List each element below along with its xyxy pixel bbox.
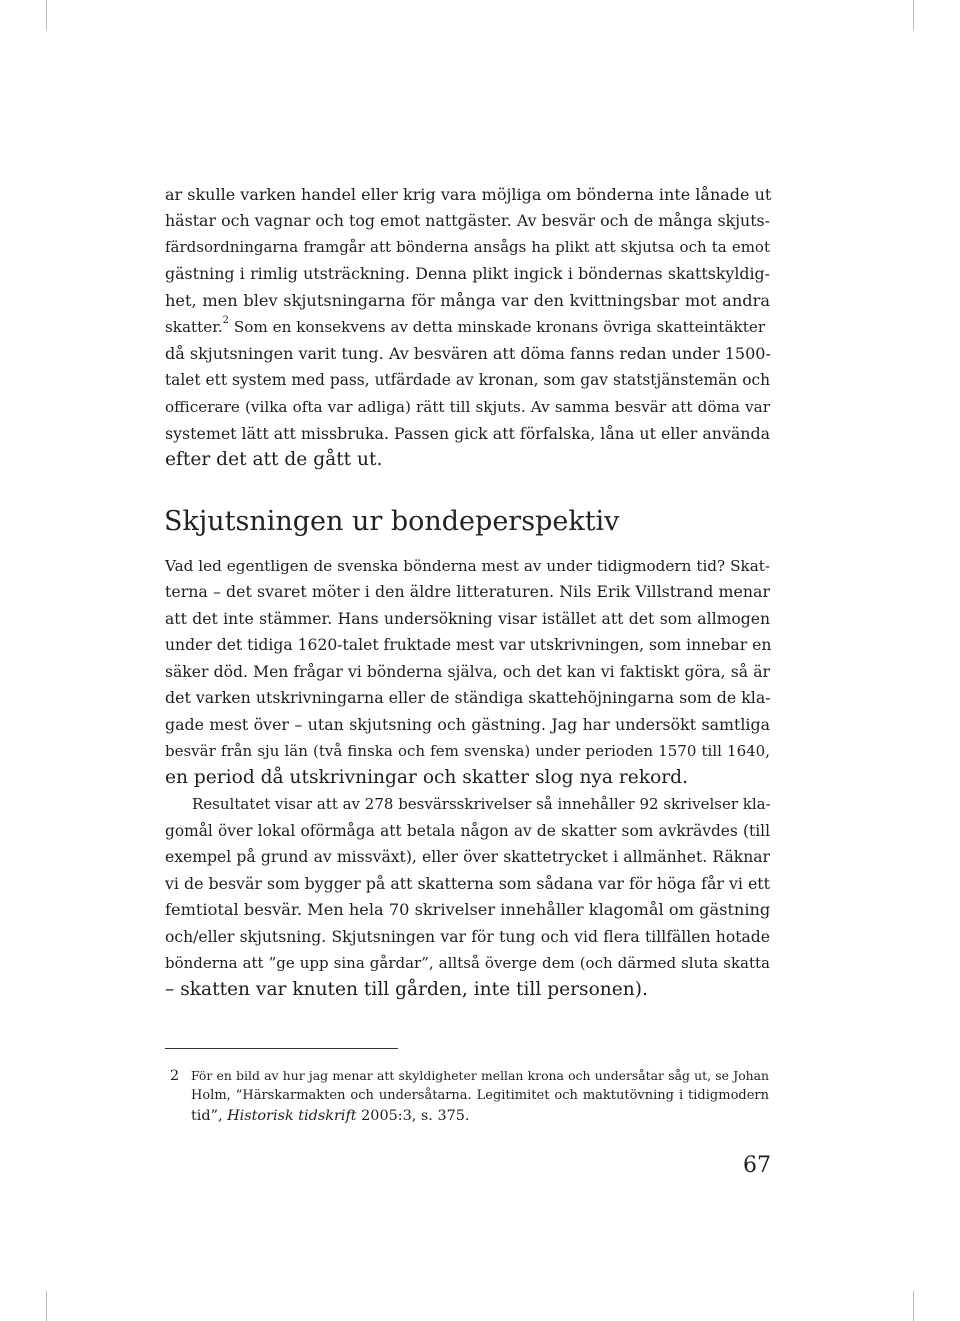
footnote-text: 2005:3, s. 375. [356,1108,470,1124]
text-fragment: Som en konsekvens av detta minskade kronans övriga skatteintäkter [233,318,766,336]
text-line: bönderna att ”ge upp sina gårdar”, alltså överge dem (och därmed sluta skatta [165,954,770,972]
text-line: talet ett system med pass, utfärdade av kronan, som gav statstjänstemän och [165,371,770,389]
text-line: färdsordningarna framgår att bönderna ansågs ha plikt att skjutsa och ta emot [165,238,770,256]
text-line: då skjutsningen varit tung. Av besvären att döma fanns redan under 1500- [165,344,771,363]
crop-mark-bottom-left [46,1291,47,1321]
text-line: säker död. Men frågar vi bönderna själva, och det kan vi faktiskt göra, så är [165,663,770,681]
text-line: gade mest över – utan skjutsning och gästning. Jag har undersökt samtliga [165,715,770,734]
footnote-line: Holm, ”Härskarmakten och undersåtarna. Legitimitet och maktutövning i tidigmodern [191,1088,769,1103]
crop-mark-top-left [46,0,47,30]
text-line: femtiotal besvär. Men hela 70 skrivelser innehåller klagomål om gästning [165,900,771,919]
text-line: Vad led egentligen de svenska bönderna mest av under tidigmodern tid? Skat- [165,557,770,575]
text-line: het, men blev skjutsningarna för många var den kvittningsbar mot andra [165,291,770,310]
text-line: terna – det svaret möter i den äldre litteraturen. Nils Erik Villstrand menar [165,582,770,601]
text-line: och/eller skjutsning. Skjutsningen var för tung och vid flera tillfällen hotade [165,928,770,946]
text-line: gästning i rimlig utsträckning. Denna plikt ingick i böndernas skattskyldig- [165,264,770,283]
footnote-divider [165,1048,398,1049]
text-line: besvär från sju län (två finska och fem svenska) under perioden 1570 till 1640, [165,742,770,760]
text-line: – skatten var knuten till gården, inte till personen). [165,979,648,1000]
text-line: systemet lätt att missbruka. Passen gick att förfalska, låna ut eller använda [165,424,770,443]
text-line: det varken utskrivningarna eller de ständiga skattehöjningarna som de kla- [165,688,771,707]
footnote-line [191,1106,769,1127]
footnote-number: 2 [170,1068,180,1084]
text-fragment: skatter. [165,318,223,336]
crop-mark-bottom-right [913,1291,914,1321]
text-line: vi de besvär som bygger på att skatterna som sådana var för höga får vi ett [165,874,771,893]
text-line: officerare (vilka ofta var adliga) rätt till skjuts. Av samma besvär att döma var [165,398,770,416]
text-line: gomål över lokal oförmåga att betala någon av de skatter som avkrävdes (till [165,822,770,840]
text-line: ar skulle varken handel eller krig vara möjliga om bönderna inte lånade ut [165,185,772,204]
text-line: exempel på grund av missväxt), eller över skattetrycket i allmänhet. Räknar [165,848,770,866]
page-number: 67 [743,1153,771,1178]
journal-title: Historisk tidskrift [227,1108,357,1124]
text-line: under det tidiga 1620-talet fruktade mest var utskrivningen, som innebar en [165,636,772,654]
footnote-line: För en bild av hur jag menar att skyldigheter mellan krona och undersåtar såg ut, se Johan [191,1068,769,1083]
text-line: att det inte stämmer. Hans undersökning visar istället att det som allmogen [165,610,770,628]
crop-mark-top-right [913,0,914,30]
section-heading: Skjutsningen ur bondeperspektiv [164,506,620,537]
text-line: efter det att de gått ut. [165,449,383,470]
footnote-text: tid”, [191,1108,228,1124]
text-line: en period då utskrivningar och skatter slog nya rekord. [165,767,688,788]
text-line: Resultatet visar att av 278 besvärsskrivelser så innehåller 92 skrivelser kla- [192,795,771,813]
text-line [165,314,770,341]
text-line: hästar och vagnar och tog emot nattgäster. Av besvär och de många skjuts- [165,211,770,230]
footnote-reference: 2 [222,315,230,326]
